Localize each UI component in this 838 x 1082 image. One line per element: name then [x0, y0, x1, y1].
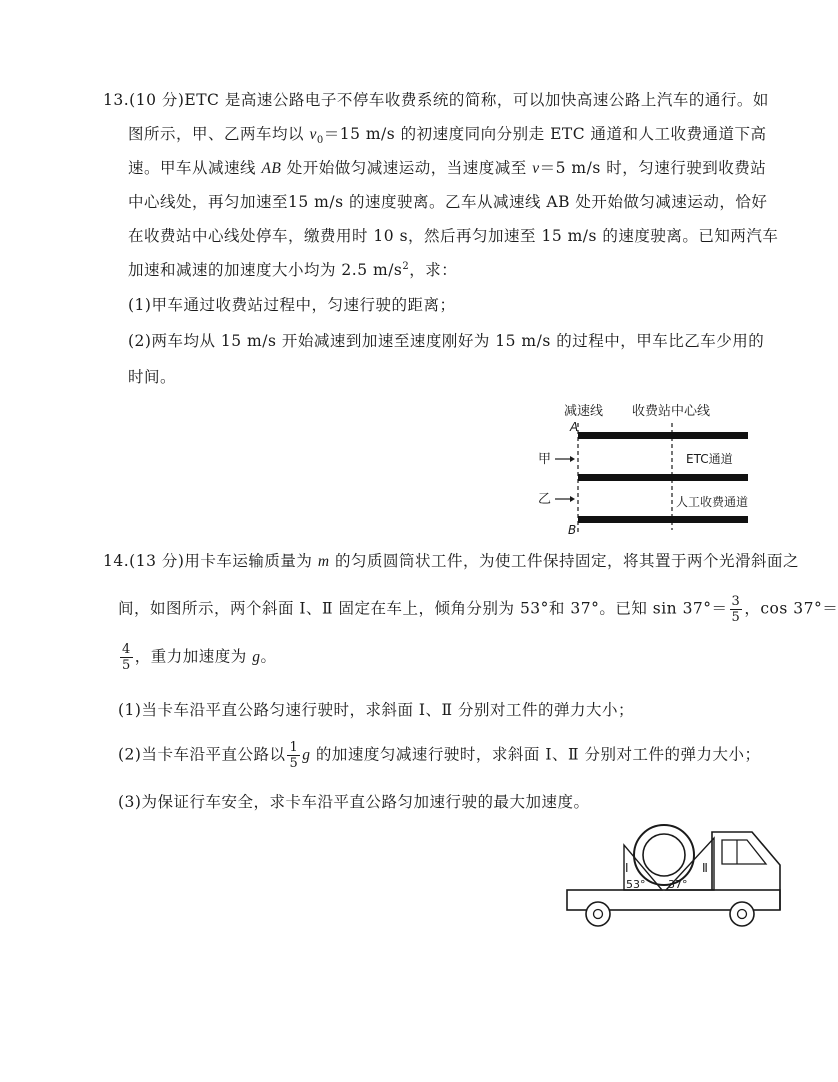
arrowhead-car-yi-icon: [570, 496, 575, 502]
q13-sub-2-cont: 时间。: [128, 368, 177, 386]
q14-figure-truck: [562, 820, 787, 945]
fraction-4-5: $\frac{4}{5}$: [122, 642, 131, 673]
label-deceleration-line: 减速线: [564, 404, 604, 419]
q13-line-3: 速。甲车从减速线 AB 处开始做匀减速运动，当速度减至 v＝5 m/s 时，匀速行驶到收费站: [128, 159, 767, 177]
q13-number: 13.: [103, 91, 130, 109]
angle-53: 53°: [626, 878, 646, 891]
q13-line-1: [103, 88, 769, 110]
label-toll-center-line: 收费站中心线: [632, 404, 711, 419]
q14-score: (13 分): [129, 552, 185, 570]
angle-37: 37°: [668, 878, 688, 891]
q13-figure-toll-lanes: [520, 395, 760, 540]
fraction-1-5: $\frac{1}{5}$: [289, 740, 299, 771]
q14-line-1: 14.(13 分)用卡车运输质量为 m 的匀质圆筒状工件，为使工件保持固定，将其置于两个光滑斜面之: [103, 552, 799, 570]
rear-wheel: [586, 902, 610, 926]
label-car-yi: 乙: [538, 492, 552, 507]
label-point-a: A: [570, 420, 579, 434]
q14-number: 14.: [103, 552, 130, 570]
q14-line-3: $\frac{4}{5}$ ，重力加速度为 g。: [122, 642, 277, 673]
front-wheel: [730, 902, 754, 926]
lane-barrier-top: [578, 432, 748, 439]
q13-text-1: ETC 是高速公路电子不停车收费系统的简称，可以加快高速公路上汽车的通行。如: [184, 91, 769, 109]
q14-sub-1: (1)当卡车沿平直公路匀速行驶时，求斜面 Ⅰ、Ⅱ 分别对工件的弹力大小；: [118, 701, 634, 719]
arrowhead-car-jia-icon: [570, 456, 575, 462]
label-etc-lane: ETC通道: [686, 452, 733, 466]
lane-barrier-bottom: [578, 516, 748, 523]
q13-sub-2: (2)两车均从 15 m/s 开始减速到加速至速度刚好为 15 m/s 的过程中，甲车比乙车少用的: [128, 332, 765, 350]
q13-line-4: 中心线处，再匀加速至15 m/s 的速度驶离。乙车从减速线 AB 处开始做匀减速运动，恰好: [128, 193, 768, 211]
cylinder-inner: [643, 834, 685, 876]
fraction-3-5: $\frac{3}{5}$: [731, 594, 741, 625]
q14-line-2: 间，如图所示，两个斜面 Ⅰ、Ⅱ 固定在车上，倾角分别为 53°和 37°。已知 sin 37°＝ $\frac{3}{5}$ ，cos 37°＝: [118, 594, 838, 625]
truck-window: [722, 840, 766, 864]
lane-barrier-middle: [578, 474, 748, 481]
q13-sub-1: (1)甲车通过收费站过程中，匀速行驶的距离；: [128, 296, 456, 314]
q14-sub-3: (3)为保证行车安全，求卡车沿平直公路匀加速行驶的最大加速度。: [118, 793, 590, 811]
q13-line-2: 图所示，甲、乙两车均以 $v_0=15$ m/s 的初速度同向分别走 ETC 通道和人工收费通道下高: [128, 125, 767, 147]
q13-line-6: 加速和减速的加速度大小均为 2.5 $m/s^2$，求：: [128, 260, 458, 279]
q13-score: (10 分): [129, 91, 185, 109]
label-incline-II: Ⅱ: [702, 861, 708, 875]
q13-line-5: 在收费站中心线处停车，缴费用时 10 s，然后再匀加速至 15 m/s 的速度驶离。已知两汽车: [128, 227, 779, 245]
label-incline-I: Ⅰ: [625, 861, 629, 875]
label-car-jia: 甲: [538, 452, 552, 467]
label-point-b: B: [568, 523, 577, 537]
q14-sub-2: (2)当卡车沿平直公路以 $\frac{1}{5}$ g 的加速度匀减速行驶时，求斜面 Ⅰ、Ⅱ 分别对工件的弹力大小；: [118, 740, 761, 771]
label-manual-lane: 人工收费通道: [676, 495, 749, 509]
